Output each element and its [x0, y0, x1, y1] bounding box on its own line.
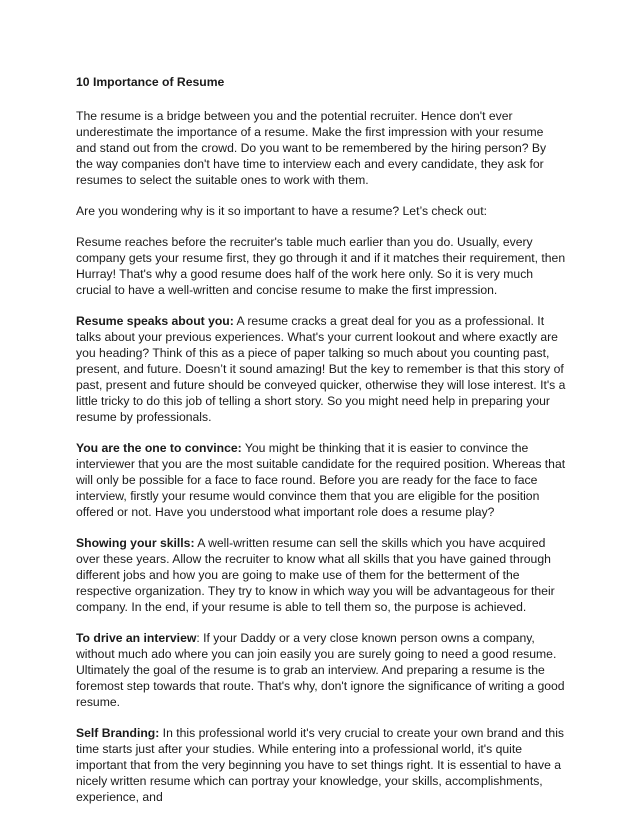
section-speaks: [76, 313, 566, 425]
reaches-paragraph: Resume reaches before the recruiter's table much earlier than you do. Usually, every company gets your resume first, they go through it and if it matches their requirement, then Hurray! That's why a good resume does half of the work here only. So it is very much crucial to have a well-written and concise resume to make the first impression.: [76, 235, 566, 297]
section-body: A well-written resume can sell the skills which you have acquired over these years. Allow the recruiter to know what all skills that you have gained through different jobs and how you are going to make use of them for the betterment of the respective organization. They try to know in which way you will be advantageous for their company. In the end, if your resume is able to tell them so, the purpose is achieved.: [76, 536, 555, 614]
section-body: : If your Daddy or a very close known person owns a company, without much ado where you can join easily you are surely going to need a good resume. Ultimately the goal of the resume is to grab an interview. And preparing a resume is the foremost step towards that route. That's why, don't ignore the significance of writing a good resume.: [76, 631, 565, 709]
section-body: A resume cracks a great deal for you as a professional. It talks about your previous experiences. What's your current lookout and where exactly are you heading? Think of this as a piece of paper talking so much about you counting past, present, and future. Doesn’t it sound amazing! But the key to remember is that this story of past, present and future should be conveyed quicker, otherwise they will lose interest. It's a little tricky to do this job of telling a short story. So you might need help in preparing your resume by professionals.: [76, 314, 566, 424]
section-heading: You are the one to convince:: [76, 441, 242, 455]
section-branding: [76, 725, 566, 805]
intro-paragraph: The resume is a bridge between you and the potential recruiter. Hence don't ever underestimate the importance of a resume. Make the first impression with your resume and stand out from the crowd. Do you want to be remembered by the hiring person? By the way companies don't have time to interview each and every candidate, they ask for resumes to select the suitable ones to work with them.: [76, 109, 547, 187]
section-convince: [76, 440, 566, 520]
section-body: In this professional world it's very crucial to create your own brand and this time starts just after your studies. While entering into a professional world, it's quite important that from the very beginning you have to set things right. It is essential to have a nicely written resume which can portray your knowledge, your skills, accomplishments, experience, and: [76, 726, 565, 804]
section-heading: Self Branding:: [76, 726, 160, 740]
question-paragraph: Are you wondering why is it so important to have a resume? Let’s check out:: [76, 204, 487, 218]
section-skills: [76, 535, 566, 615]
section-interview: [76, 630, 566, 710]
document-page: [76, 74, 566, 820]
section-body: You might be thinking that it is easier to convince the interviewer that you are the most suitable candidate for the required position. Whereas that will only be possible for a face to face round. Before you are ready for the face to face interview, firstly your resume would convince them that you are eligible for the position offered or not. Have you understood what important role does a resume play?: [76, 441, 566, 519]
section-heading: Showing your skills:: [76, 536, 195, 550]
section-heading: Resume speaks about you:: [76, 314, 234, 328]
section-heading: To drive an interview: [76, 631, 197, 645]
document-title: 10 Importance of Resume: [76, 75, 225, 89]
